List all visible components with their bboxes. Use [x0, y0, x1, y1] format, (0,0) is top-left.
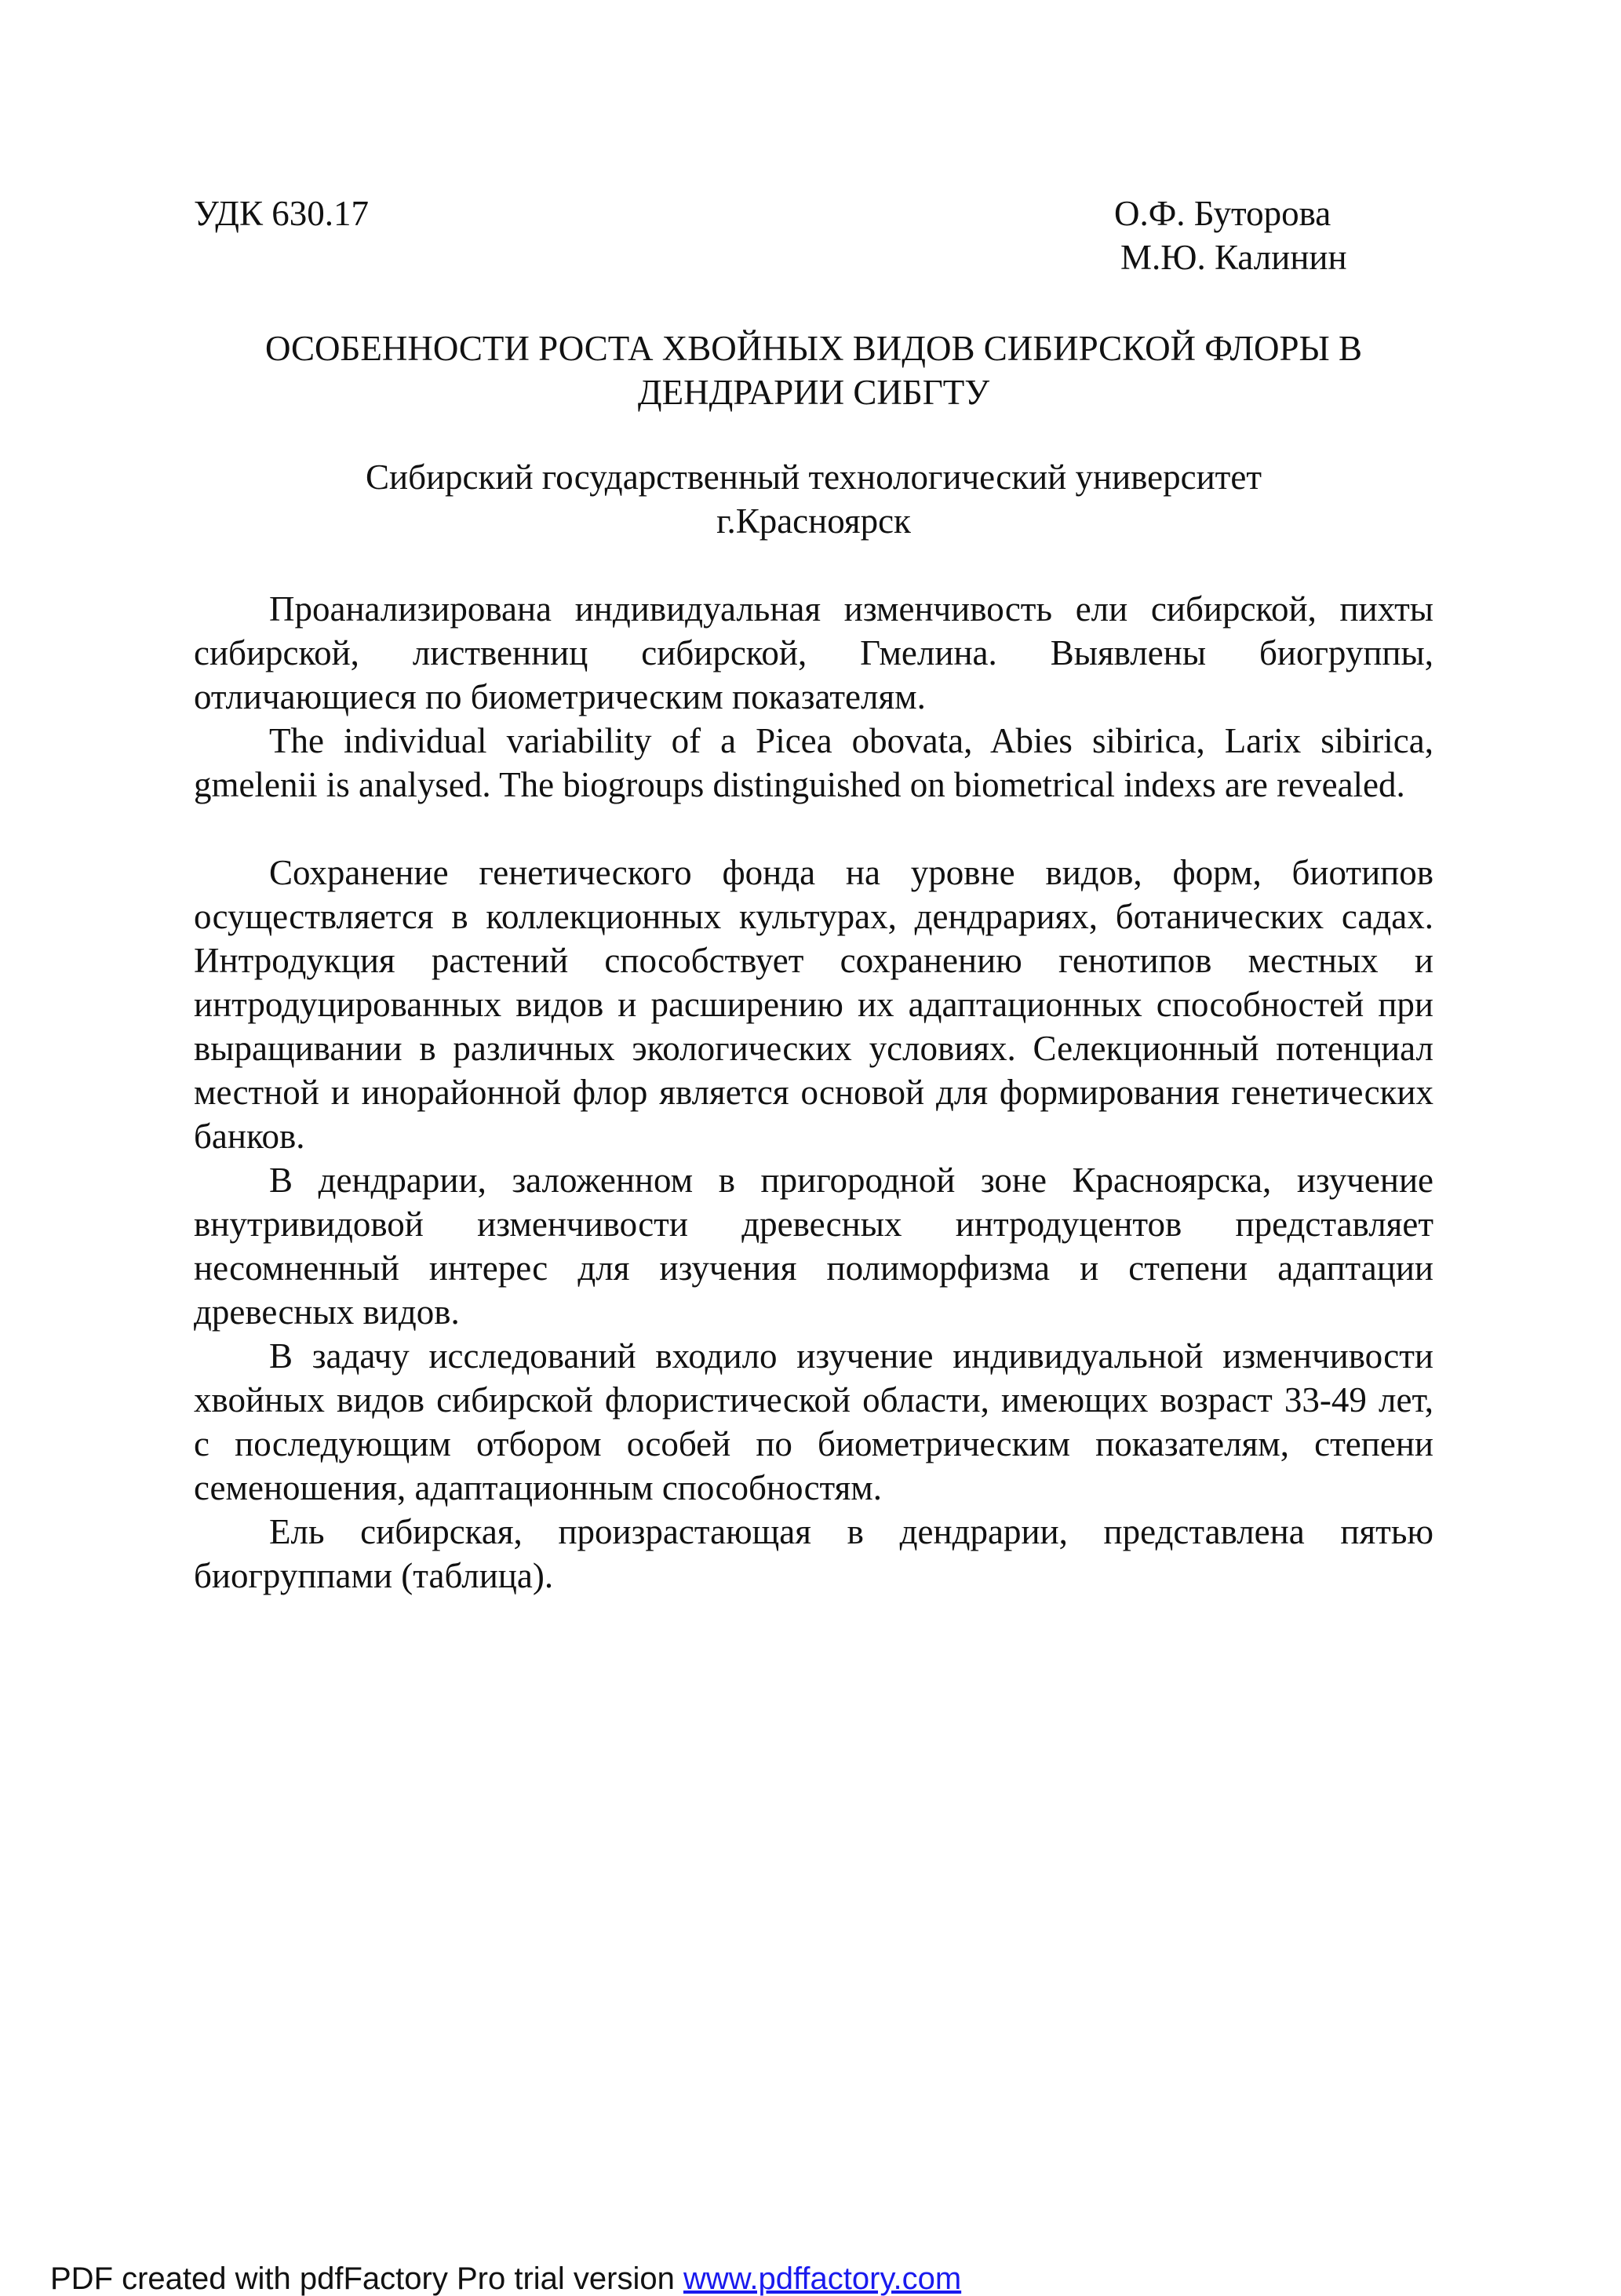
- article-body: [194, 587, 1433, 1598]
- body-paragraph-2: В дендрарии, заложенном в пригородной зоне Красноярска, изучение внутривидовой изменчивости древесных интродуцентов представляет несомненный интерес для изучения полиморфизма и степени адаптации древесных видов.: [194, 1161, 1433, 1332]
- title-line-1: ОСОБЕННОСТИ РОСТА ХВОЙНЫХ ВИДОВ СИБИРСКОЙ ФЛОРЫ В: [264, 329, 1363, 368]
- body-paragraph-1: Сохранение генетического фонда на уровне видов, форм, биотипов осуществляется в коллекционных культурах, дендрариях, ботанических садах. Интродукция растений способствует сохранению генотипов местных и интродуцированных видов и расширению их адаптационных способностей при выращивании в различных экологических условиях. Селекционный потенциал местной и инорайонной флор является основой для формирования генетических банков.: [194, 853, 1433, 1156]
- author-2: М.Ю. Калинин: [1120, 238, 1347, 277]
- author-1: О.Ф. Буторова: [1114, 194, 1331, 233]
- affiliation-city: г.Красноярск: [716, 501, 911, 541]
- title-line-2: ДЕНДРАРИИ СИБГТУ: [637, 373, 990, 412]
- body-paragraph-3: В задачу исследований входило изучение индивидуальной изменчивости хвойных видов сибирской флористической области, имеющих возраст 33-49 лет, с последующим отбором особей по биометрическим показателям, степени семеношения, адаптационным способностям.: [194, 1336, 1433, 1507]
- abstract-ru: Проанализирована индивидуальная изменчивость ели сибирской, пихты сибирской, лиственниц сибирской, Гмелина. Выявлены биогруппы, отличающиеся по биометрическим показателям.: [194, 589, 1433, 716]
- udk-code: УДК 630.17: [194, 194, 370, 233]
- footer-link[interactable]: www.pdffactory.com: [683, 2261, 962, 2296]
- authors-block: [1114, 191, 1347, 279]
- paper-title: [194, 326, 1433, 414]
- affiliation: [194, 455, 1433, 543]
- abstract-en: The individual variability of a Picea obovata, Abies sibirica, Larix sibirica, gmelenii is analysed. The biogroups distinguished on biometrical indexs are revealed.: [194, 721, 1433, 804]
- footer-text: PDF created with pdfFactory Pro trial version: [50, 2261, 683, 2296]
- pdf-footer: [50, 2261, 961, 2296]
- body-paragraph-4: Ель сибирская, произрастающая в дендрарии, представлена пятью биогруппами (таблица).: [194, 1512, 1433, 1595]
- affiliation-university: Сибирский государственный технологический университет: [365, 457, 1262, 497]
